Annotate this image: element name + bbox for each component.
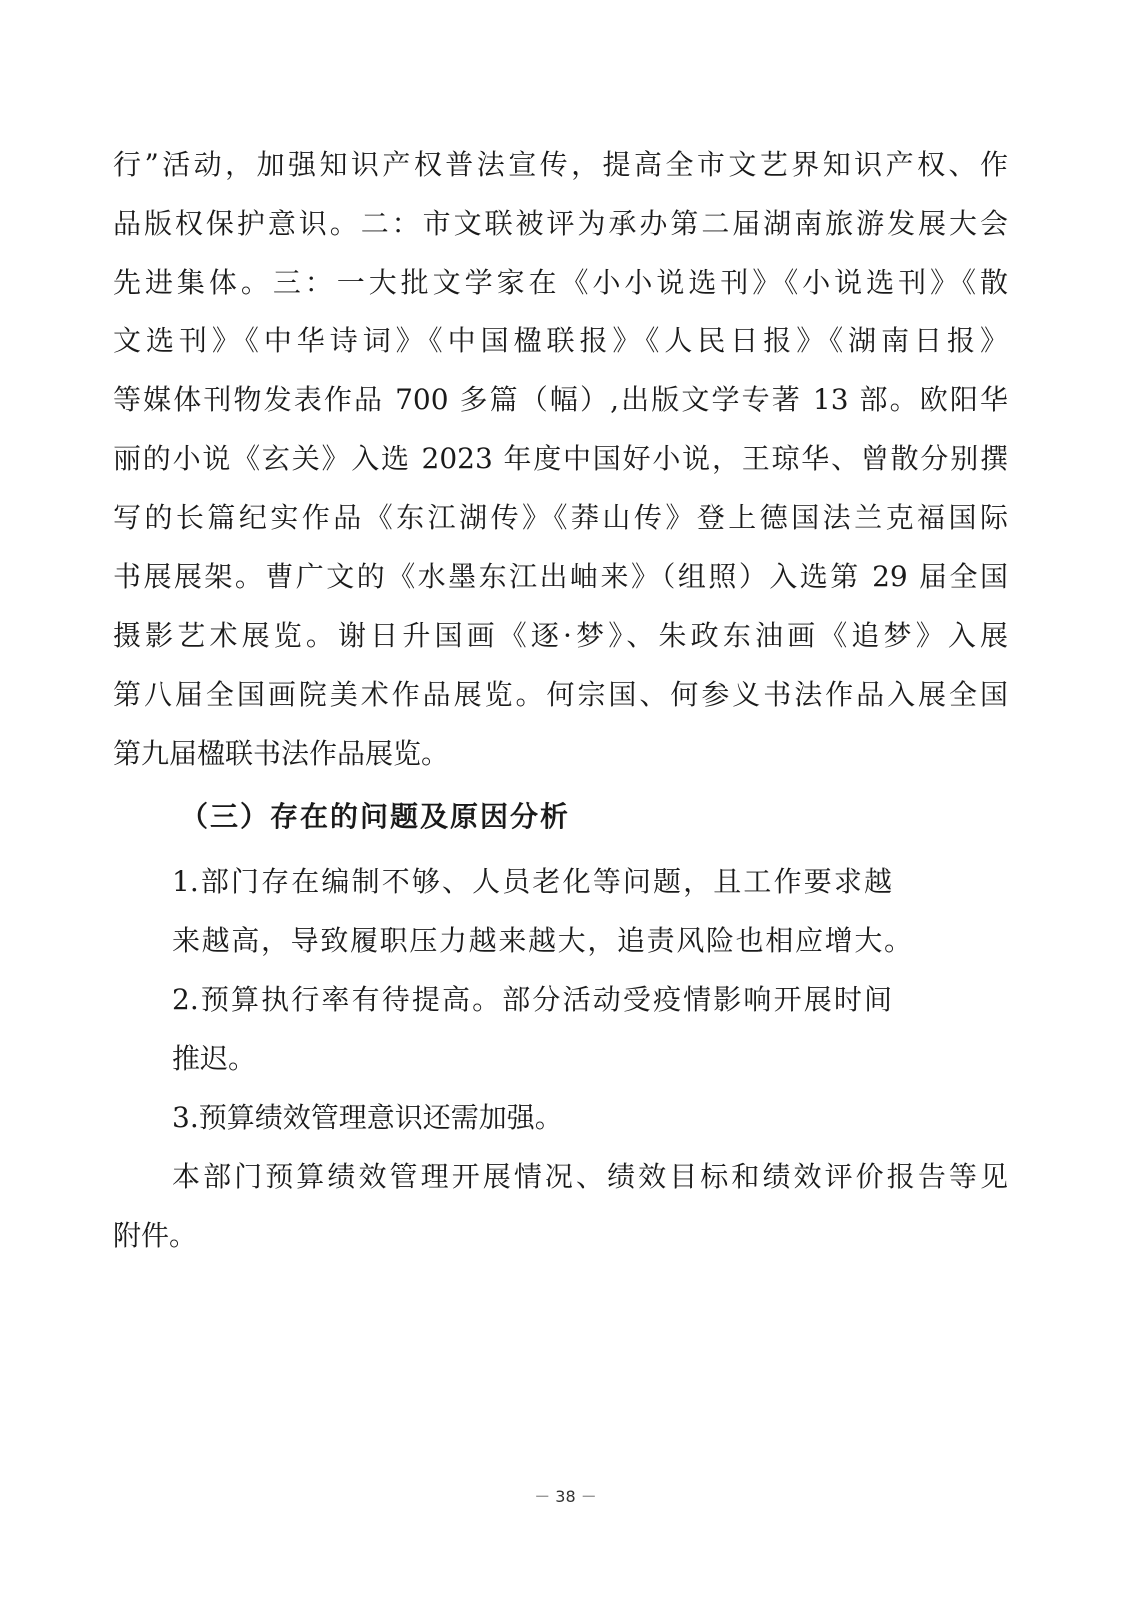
paragraph-line: 第八届全国画院美术作品展览。何宗国、何参义书法作品入展全国 <box>113 678 1008 711</box>
issue-item-3: 3.预算绩效管理意识还需加强。 <box>172 1101 563 1134</box>
paragraph-line: 文选刊》《中华诗词》《中国楹联报》《人民日报》《湖南日报》 <box>113 324 1008 357</box>
page-number: － 38 － <box>534 1487 597 1506</box>
paragraph-line: 写的长篇纪实作品《东江湖传》《莽山传》登上德国法兰克福国际 <box>113 501 1008 534</box>
issue-item-1-line-2: 来越高，导致履职压力越来越大，追责风险也相应增大。 <box>172 924 912 957</box>
issue-item-1-line-1: 1.部门存在编制不够、人员老化等问题，且工作要求越 <box>172 865 892 898</box>
closing-line-2: 附件。 <box>113 1219 198 1252</box>
section-heading: （三）存在的问题及原因分析 <box>180 800 571 833</box>
paragraph-line: 丽的小说《玄关》入选 2023 年度中国好小说，王琼华、曾散分别撰 <box>113 442 1008 475</box>
paragraph-line: 书展展架。曹广文的《水墨东江出岫来》（组照）入选第 29 届全国 <box>113 560 1008 593</box>
paragraph-line: 行”活动，加强知识产权普法宣传，提高全市文艺界知识产权、作 <box>113 148 1008 181</box>
paragraph-line: 等媒体刊物发表作品 700 多篇（幅）,出版文学专著 13 部。欧阳华 <box>113 383 1008 416</box>
paragraph-line: 第九届楹联书法作品展览。 <box>113 737 450 770</box>
paragraph-line: 摄影艺术展览。谢日升国画《逐·梦》、朱政东油画《追梦》入展 <box>113 619 1008 652</box>
issue-item-2-line-1: 2.预算执行率有待提高。部分活动受疫情影响开展时间 <box>172 983 892 1016</box>
closing-line-1: 本部门预算绩效管理开展情况、绩效目标和绩效评价报告等见 <box>172 1160 1008 1193</box>
paragraph-line: 品版权保护意识。二：市文联被评为承办第二届湖南旅游发展大会 <box>113 207 1008 240</box>
paragraph-line: 先进集体。三：一大批文学家在《小小说选刊》《小说选刊》《散 <box>113 266 1008 299</box>
issue-item-2-line-2: 推迟。 <box>172 1042 257 1075</box>
